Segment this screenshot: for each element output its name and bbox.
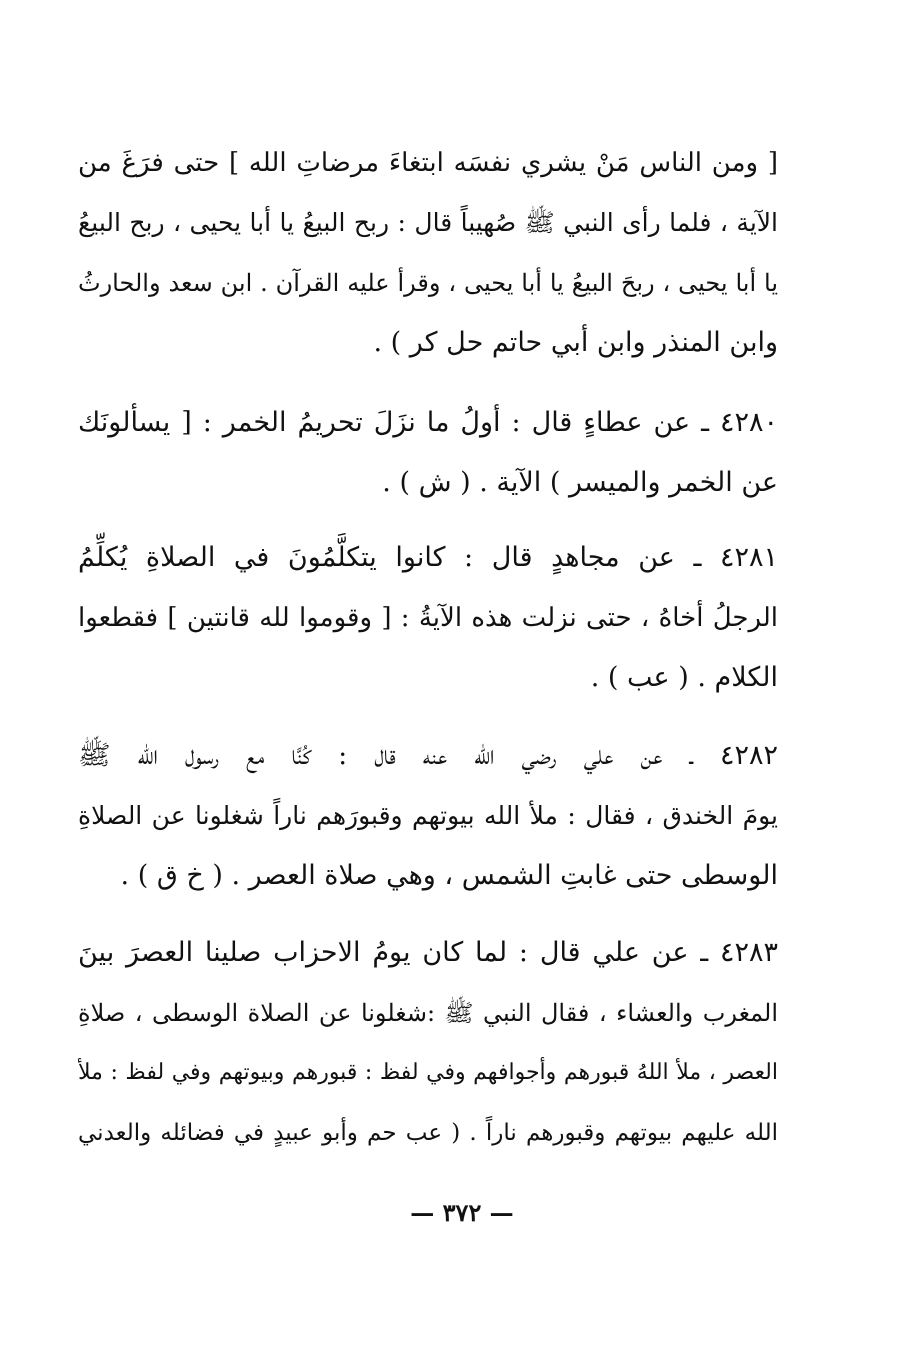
text-line: المغرب والعشاء ، فقال النبي ﷺ :شغلونا عن الصلاة الوسطى ، صلاةِ: [78, 999, 778, 1027]
text-line: الوسطى حتى غابتِ الشمس ، وهي صلاة العصر . ( خ ق ) .: [120, 860, 778, 891]
paragraph-4281: [78, 528, 778, 708]
text-line: الرجلُ أخاهُ ، حتى نزلت هذه الآيةُ : [ وقوموا لله قانتين ] فقطعوا: [78, 603, 778, 633]
paragraph-verse-continuation: [78, 133, 778, 373]
text-line: ٤٢٨٠ ـ عن عطاءٍ قال : أولُ ما نزَلَ تحريمُ الخمر : [ يسألونَك: [78, 407, 778, 438]
paragraph-4280: [78, 393, 778, 513]
text-line: ٤٢٨٣ ـ عن علي قال : لما كان يومُ الاحزاب صلينا العصرَ بينَ: [78, 937, 778, 968]
text-line: الكلام . ( عب ) .: [590, 662, 778, 693]
text-line: الآية ، فلما رأى النبي ﷺ صُهيباً قال : ربح البيعُ يا أبا يحيى ، ربح البيعُ: [78, 208, 778, 237]
text-line: يا أبا يحيى ، ربحَ البيعُ يا أبا يحيى ، وقرأ عليه القرآن . ابن سعد والحارثُ: [78, 269, 778, 297]
text-line: ٤٢٨١ ـ عن مجاهدٍ قال : كانوا يتكلَّمُونَ في الصلاةِ يُكلِّمُ: [78, 542, 778, 573]
text-line: ٤٢٨٢ ـ عن علي رضي الله عنه قال : كُنَّا مع رسول الله ﷺ: [78, 740, 778, 771]
text-line: يومَ الخندق ، فقال : ملأ الله بيوتهم وقبورَهم ناراً شغلونا عن الصلاةِ: [78, 801, 778, 830]
text-line: وابن المنذر وابن أبي حاتم حل كر ) .: [373, 327, 778, 358]
text-line: الله عليهم بيوتهم وقبورهم ناراً . ( عب حم وأبو عبيدٍ في فضائله والعدني: [78, 1120, 778, 1146]
text-line: [ ومن الناس مَنْ يشري نفسَه ابتغاءَ مرضاتِ الله ] حتى فرَغَ من: [78, 148, 778, 178]
paragraph-4283: [78, 923, 778, 1163]
text-line: العصر ، ملأ اللهُ قبورهم وأجوافهم وفي لفظ : قبورهم وبيوتهم وفي لفظ : ملأ: [78, 1060, 778, 1085]
page-number: — ٣٧٢ —: [410, 1198, 514, 1227]
text-line: عن الخمر والميسر ) الآية . ( ش ) .: [382, 467, 778, 498]
paragraph-4282: [78, 726, 778, 906]
